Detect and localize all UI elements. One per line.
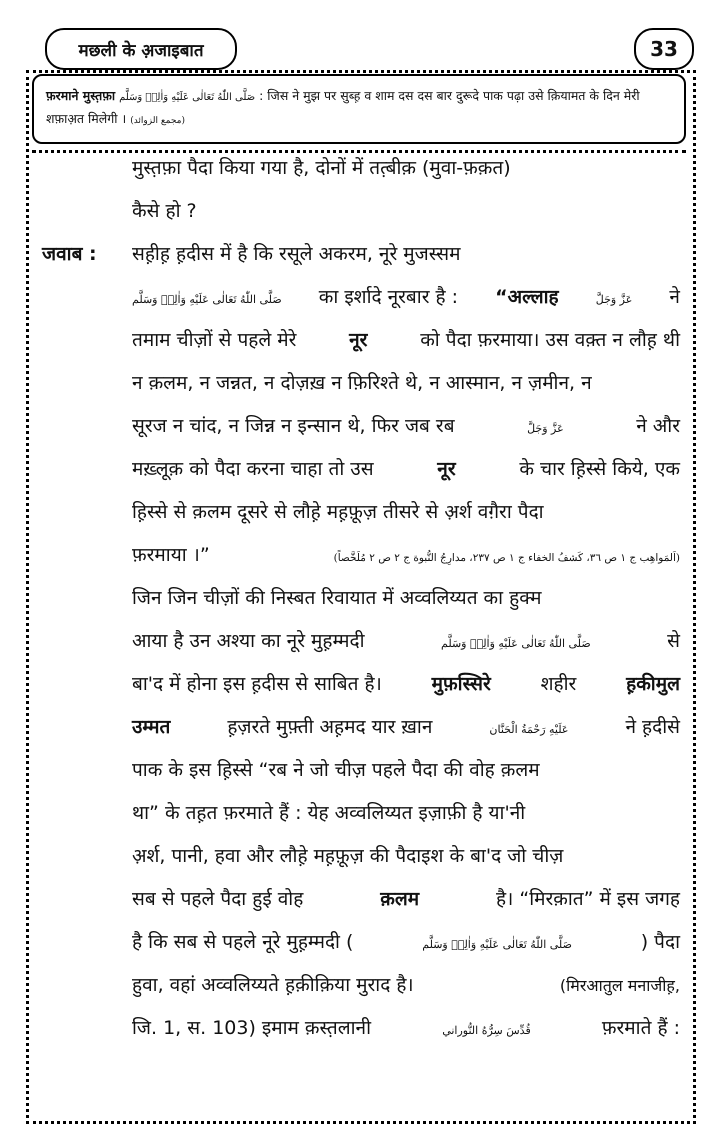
notice-box [32,74,686,144]
text-span: सब से पहले पैदा हुई वोह [132,888,304,910]
text-span: ने [669,286,680,308]
body-line [132,245,680,264]
text-span: जि. 1, स. 103) इमाम क़स्त़लानी [132,1017,372,1039]
text-span: हुवा, वहां अव्वलिय्यते ह़क़ीक़िया मुराद है। [132,974,414,996]
text-span: सूरज न चांद, न जिन्न न इन्सान थे, फिर जब रब [132,415,455,437]
body-line [132,1019,680,1038]
page-number: 33 [650,37,678,61]
bold-text: नूर [349,329,368,351]
bold-text: उम्मत [132,716,171,738]
text-span: से [667,630,680,652]
source-reference: (मिरआतुल मनाजीह़, [559,976,680,995]
body-line [132,417,680,436]
text-span: फ़रमाते हैं : [601,1017,680,1039]
text-span: के चार ह़िस्से किये, एक [519,458,680,480]
page-number-badge [634,28,694,70]
body-line [132,804,680,823]
body-line [132,890,680,909]
arabic-reference: (اَلمَواهِب ج ١ ص ٣٦، كَشفُ الخفاء ج ١ ص ٢٣٧، مدارِجُ النُّبوة ج ٢ ص ٢ مُلَخَّصاً) [333,552,680,564]
text-span: अ़र्श, पानी, हवा और लौहे़ मह़फ़ूज़ की पैदाइश के बा'द जो चीज़ [132,845,564,867]
text-span: फ़रमाया ।” [132,544,210,566]
text-span: सह़ीह़ ह़दीस में है कि रसूले अकरम, नूरे मुजस्सम [132,243,461,265]
text-span: ने और [636,415,680,437]
body-line [132,589,680,608]
notice-divider [32,150,686,153]
notice-label: फ़रमाने मुस्त़फ़ा [46,88,116,103]
body-line [132,847,680,866]
body-line [132,374,680,393]
body-line [132,718,680,737]
body-line [132,288,680,307]
body-line [132,761,680,780]
text-span: जिन जिन चीज़ों की निस्बत रिवायात में अव्वलिय्यत का हुक्म [132,587,542,609]
salutation-ar: صَلَّى اللّٰهُ تَعَالٰى عَلَيْهِ وَاٰلِهٖ وَسَلَّم [422,938,572,951]
text-span: न क़लम, न जन्नत, न दोज़ख़ न फ़िरिश्ते थे, न आस्मान, न ज़मीन, न [132,372,592,394]
text-span: ह़ज़रते मुफ़्ती अह़मद यार ख़ान [227,716,433,738]
text-span: है। “मिरक़ात” में इस जगह [496,888,680,910]
text-span: पाक के इस ह़िस्से “रब ने जो चीज़ पहले पैदा की वोह क़लम [132,759,540,781]
text-span: मख़्लूक़ को पैदा करना चाहा तो उस [132,458,374,480]
chapter-title: मछली के अ़जाइबात [78,40,204,61]
notice-text: : जिस ने मुझ पर सुब्ह़ व शाम दस दस बार दुरूदे पाक पढ़ा उसे क़ियामत के दिन मेरी शफ़ाअ़त मिलेगी । [46,88,640,126]
salutation-ar: صَلَّى اللّٰهُ تَعَالٰى عَلَيْهِ وَاٰلِهٖ وَسَلَّم [441,637,591,650]
bold-text: क़लम [380,888,420,910]
text-span: तमाम चीज़ों से पहले मेरे [132,329,297,351]
body-line [132,675,680,694]
chapter-title-badge [45,28,237,70]
answer-label: जवाब : [42,243,97,265]
body-line [132,632,680,651]
body-line [132,546,680,565]
text-span: ने ह़दीसे [625,716,680,738]
text-span: था” के तह़त फ़रमाते हैं : येह अव्वलिय्यत इज़ाफ़ी है या'नी [132,802,526,824]
text-span: कैसे हो ? [132,200,197,222]
text-span: ह़िस्से से क़लम दूसरे से लौहे़ मह़फ़ूज़ तीसरे से अ़र्श वग़ैरा पैदा [132,501,544,523]
bold-text: ह़कीमुल [626,673,680,695]
text-span: आया है उन अश्या का नूरे मुह़म्मदी [132,630,365,652]
body-line [132,331,680,350]
notice-source: (مجمع الزوائد) [130,116,185,126]
bold-text: “अल्लाह [495,286,559,308]
text-span: मुस्त़फ़ा पैदा किया गया है, दोनों में तत़्बीक़ (मुवा-फ़क़त) [132,157,511,179]
text-span: ) पैदा [640,931,680,953]
body-line [132,503,680,522]
honorific-ar: عَلَيْهِ رَحْمَةُ الْحَنَّان [489,723,569,736]
salutation-ar: صَلَّى اللّٰهُ تَعَالٰى عَلَيْهِ وَاٰلِهٖ وَسَلَّم [132,293,282,306]
notice-salutation: صَلَّى اللّٰهُ تَعَالٰى عَلَيْهِ وَاٰلِهٖ وَسَلَّم [119,92,256,103]
text-span: का इर्शादे नूरबार है : [318,286,459,308]
azza-wajal-ar: عَزَّ وَجَلَّ [595,293,633,306]
body-line [132,202,197,221]
azza-wajal-ar: عَزَّ وَجَلَّ [527,422,564,435]
bold-text: नूर [437,458,456,480]
body-line [132,933,680,952]
honorific-ar: قُدِّسَ سِرُّهُ النُّوراني [442,1024,531,1037]
text-span: को पैदा फ़रमाया। उस वक़्त न लौह़ थी [420,329,680,351]
text-span: है कि सब से पहले नूरे मुह़म्मदी ( [132,931,354,953]
bold-text: मुफ़स्सिरे [431,673,491,695]
body-line [132,460,680,479]
text-span: बा'द में होना इस ह़दीस से साबित है। [132,673,382,695]
text-span: शहीर [540,673,577,695]
body-line [132,976,680,995]
body-line [132,159,680,178]
